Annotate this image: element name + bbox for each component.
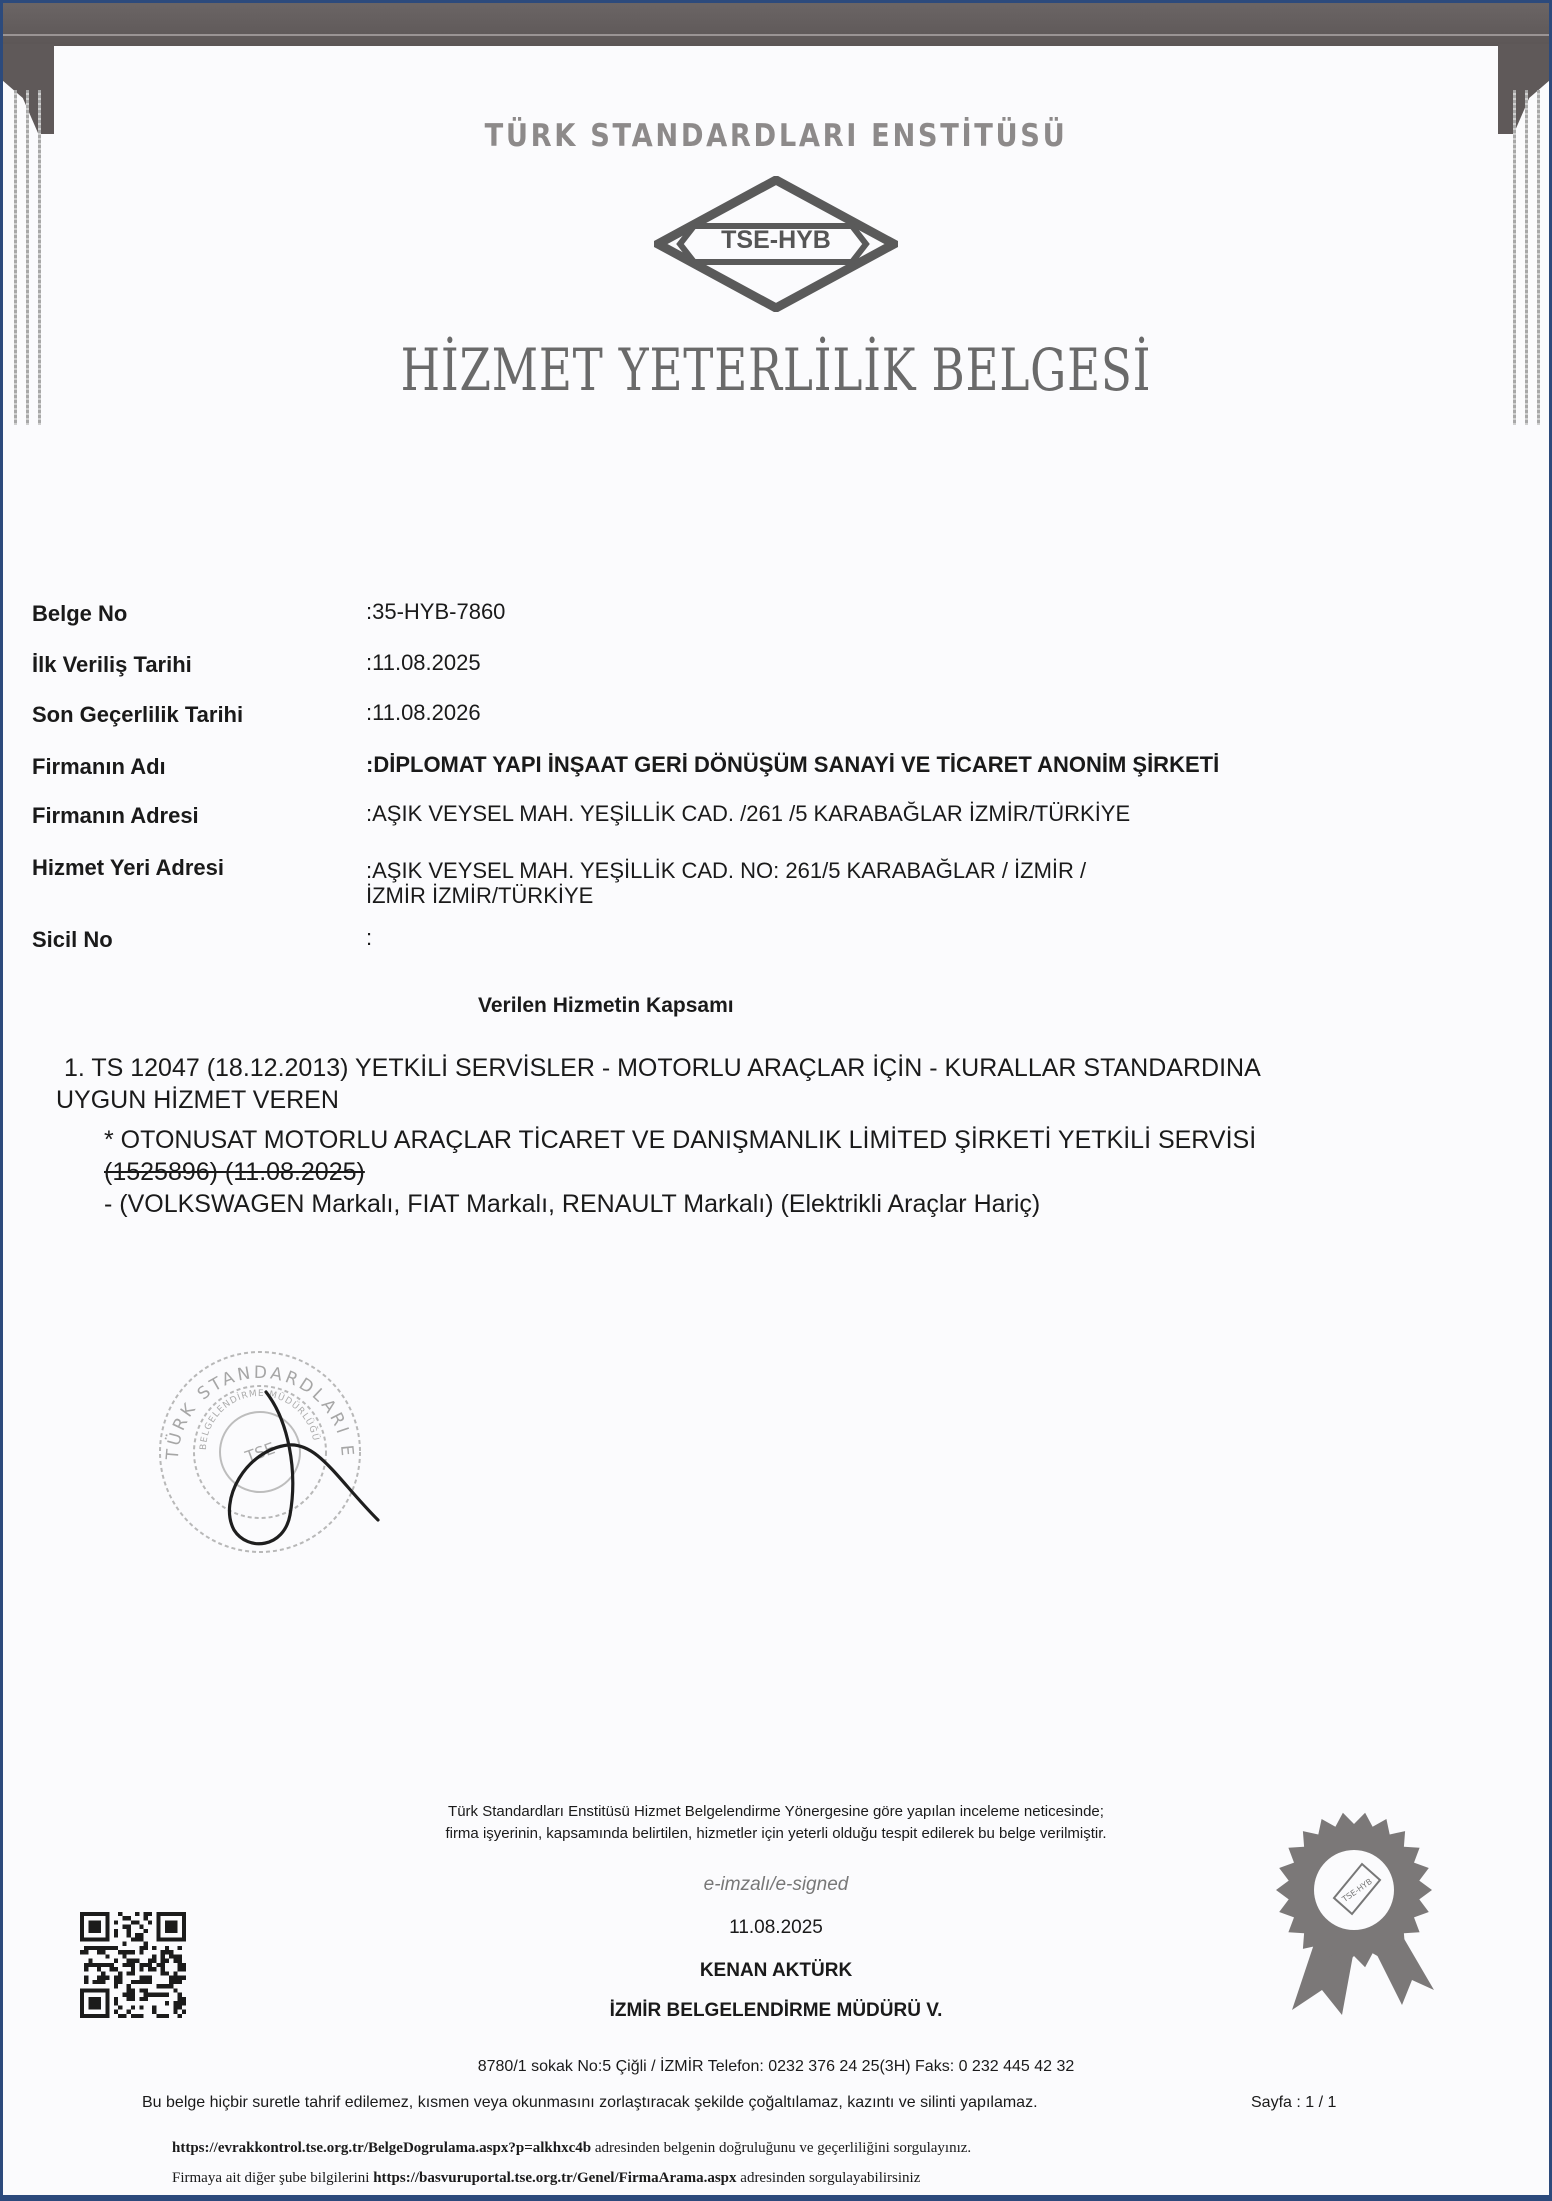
seal-center-text: TSE bbox=[242, 1438, 278, 1467]
field-label-son-gecerlilik: Son Geçerlilik Tarihi bbox=[32, 702, 244, 727]
bottom-frame-band bbox=[0, 2195, 1552, 2201]
field-value-firma-adi: :DİPLOMAT YAPI İNŞAAT GERİ DÖNÜŞÜM SANAYİ VE TİCARET ANONİM ŞİRKETİ bbox=[366, 752, 1220, 777]
official-stamp-seal bbox=[138, 1340, 388, 1560]
field-value-belge-no: :35-HYB-7860 bbox=[366, 599, 506, 624]
hizmet-yeri-line1: :AŞIK VEYSEL MAH. YEŞİLLİK CAD. NO: 261/5 KARABAĞLAR / İZMİR / bbox=[366, 858, 1087, 883]
field-value-hizmet-yeri bbox=[366, 858, 1086, 908]
service-brands: - (VOLKSWAGEN Markalı, FIAT Markalı, RENAULT Markalı) (Elektrikli Araçlar Hariç) bbox=[104, 1190, 1041, 1218]
qr-code[interactable] bbox=[78, 1912, 188, 2018]
verification-line bbox=[172, 2140, 971, 2157]
statement-line2: firma işyerinin, kapsamında belirtilen, hizmetler için yeterli olduğu tespit edilerek bu belge verilmiştir. bbox=[445, 1825, 1107, 1842]
field-label-firma-adi: Firmanın Adı bbox=[32, 754, 166, 779]
service-name: * OTONUSAT MOTORLU ARAÇLAR TİCARET VE DANIŞMANLIK LİMİTED ŞİRKETİ YETKİLİ SERVİSİ bbox=[104, 1126, 1257, 1154]
tse-hyb-logo bbox=[654, 176, 898, 312]
scope-item-line1: 1. TS 12047 (18.12.2013) YETKİLİ SERVİSLER - MOTORLU ARAÇLAR İÇİN - KURALLAR STANDARDINA bbox=[64, 1054, 1261, 1082]
decorative-top-border bbox=[2, 2, 1550, 46]
hizmet-yeri-line2: İZMİR İZMİR/TÜRKİYE bbox=[366, 883, 594, 908]
qr-code-icon bbox=[78, 1912, 188, 2018]
scope-heading: Verilen Hizmetin Kapsamı bbox=[478, 994, 734, 1017]
e-signed-label: e-imzalı/e-signed bbox=[703, 1874, 849, 1895]
field-value-firma-adresi: :AŞIK VEYSEL MAH. YEŞİLLİK CAD. /261 /5 KARABAĞLAR İZMİR/TÜRKİYE bbox=[366, 801, 1131, 826]
field-label-firma-adresi: Firmanın Adresi bbox=[32, 803, 199, 828]
verify-link[interactable]: https://evrakkontrol.tse.org.tr/BelgeDogrulama.aspx?p=alkhxc4b bbox=[172, 2140, 592, 2156]
page-number: Sayfa : 1 / 1 bbox=[1251, 2094, 1337, 2111]
statement-line1: Türk Standardları Enstitüsü Hizmet Belgelendirme Yönergesine göre yapılan inceleme neticesinde; bbox=[448, 1803, 1104, 1820]
decorative-side-lines-right bbox=[1512, 90, 1542, 425]
seal-outer-text: TÜRK STANDARDLARI E bbox=[162, 1362, 358, 1461]
ribbon-text: TSE-HYB bbox=[1340, 1876, 1374, 1904]
logo-text: TSE-HYB bbox=[721, 226, 831, 254]
scope-item-line2: UYGUN HİZMET VEREN bbox=[56, 1086, 339, 1114]
document-title: HİZMET YETERLİLİK BELGESİ bbox=[400, 336, 1152, 404]
branch-info-line bbox=[172, 2170, 920, 2187]
scope-section bbox=[56, 1052, 1426, 1220]
field-label-sicil-no: Sicil No bbox=[32, 927, 113, 952]
quality-ribbon-badge bbox=[1262, 1800, 1438, 2020]
field-value-son-gecerlilik: :11.08.2026 bbox=[366, 700, 481, 725]
institution-name: TÜRK STANDARDLARI ENSTİTÜSÜ bbox=[484, 118, 1068, 154]
field-label-belge-no: Belge No bbox=[32, 601, 128, 626]
signer-title: İZMİR BELGELENDİRME MÜDÜRÜ V. bbox=[609, 2000, 943, 2021]
field-label-ilk-verilis: İlk Veriliş Tarihi bbox=[32, 652, 192, 677]
field-value-sicil-no: : bbox=[366, 925, 373, 950]
service-ids-struck: (1525896) (11.08.2025) bbox=[104, 1158, 365, 1186]
field-value-ilk-verilis: :11.08.2025 bbox=[366, 650, 481, 675]
svg-text:BELGELENDİRME MÜDÜRLÜĞÜ bbox=[199, 1389, 321, 1450]
svg-text:TÜRK STANDARDLARI ENSTİTÜSÜ bbox=[138, 1340, 357, 1461]
field-label-hizmet-yeri: Hizmet Yeri Adresi bbox=[32, 855, 224, 880]
sign-date: 11.08.2025 bbox=[729, 1917, 823, 1938]
branch-link[interactable]: https://basvuruportal.tse.org.tr/Genel/FirmaArama.aspx bbox=[373, 2170, 737, 2186]
verify-text: adresinden belgenin doğruluğunu ve geçerliliğini sorgulayınız. bbox=[591, 2140, 972, 2156]
branch-prefix: Firmaya ait diğer şube bilgilerini bbox=[172, 2170, 374, 2186]
seal-inner-text: BELGELENDİRME MÜDÜRLÜĞÜ bbox=[198, 1388, 321, 1451]
branch-suffix: adresinden sorgulayabilirsiniz bbox=[736, 2170, 921, 2186]
ribbon-seal-icon bbox=[1262, 1800, 1438, 2020]
decorative-side-lines-left bbox=[12, 90, 42, 425]
decorative-border-line bbox=[2, 34, 1550, 36]
signer-name: KENAN AKTÜRK bbox=[699, 1960, 853, 1981]
stamp-seal-icon bbox=[138, 1340, 388, 1560]
contact-info: 8780/1 sokak No:5 Çiğli / İZMİR Telefon: 0232 376 24 25(3H) Faks: 0 232 445 42 32 bbox=[477, 2058, 1075, 2075]
disclaimer: Bu belge hiçbir suretle tahrif edilemez, kısmen veya okunmasını zorlaştıracak şekilde çoğaltılamaz, kazıntı ve silinti yapılamaz. bbox=[142, 2094, 1038, 2111]
